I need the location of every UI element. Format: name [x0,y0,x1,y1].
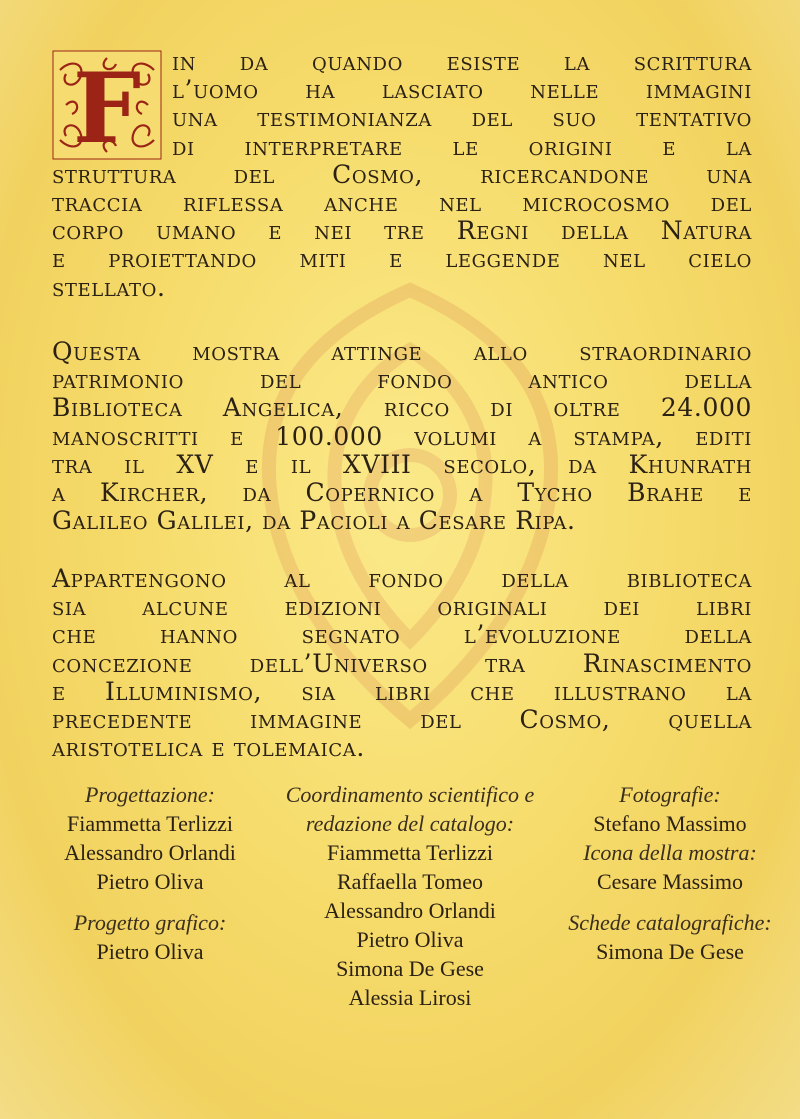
credit-role: Progetto grafico: [73,910,227,935]
paragraph-line: di interpretare le origini e la [172,131,752,161]
dropcap-letter: F [72,52,142,160]
credit-role: Icona della mostra: [583,840,757,865]
paragraph-line: una testimonianza del suo tentativo [172,103,752,133]
paragraph-library [52,565,752,762]
credit-name: Pietro Oliva [356,927,464,952]
paragraph-line: Appartengono al fondo della biblioteca [52,564,752,593]
credit-name: Alessandro Orlandi [64,840,236,865]
paragraph-exhibition [52,338,752,535]
paragraph-intro [52,48,752,302]
paragraph-line: corpo umano e nei tre Regni della Natura [52,216,752,246]
paragraph-line: in da quando esiste la scrittura [172,47,752,76]
paragraph-line: l’uomo ha lasciato nelle immagini [172,75,752,105]
paragraph-line: Questa mostra attinge allo straordinario [52,337,752,366]
paragraph-line: concezione dell’Universo tra Rinascimento [52,648,752,678]
paragraph-line: Biblioteca Angelica, ricco di oltre 24.000 [52,393,752,423]
credit-name: Simona De Gese [596,939,744,964]
credit-role: Progettazione: [85,782,215,807]
paragraph-line: patrimonio del fondo antico della [52,365,752,395]
credits-column-photography [550,780,790,966]
paragraph-line: che hanno segnato l’evoluzione della [52,620,752,650]
credit-name: Raffaella Tomeo [336,869,484,894]
paragraph-line: traccia riflessa anche nel microcosmo del [52,188,752,218]
credit-name: Fiammetta Terlizzi [66,811,234,836]
credit-spacer [30,896,270,908]
credit-name: Pietro Oliva [96,939,204,964]
paragraph-line: e proiettando miti e leggende nel cielo [52,244,752,274]
credit-name: Alessia Lirosi [348,985,472,1010]
credit-name: Alessandro Orlandi [324,898,496,923]
credit-role: Fotografie: [619,782,721,807]
paragraph-line: struttura del Cosmo, ricercandone una [52,159,752,189]
paragraph-line: e Illuminismo, sia libri che illustrano la [52,676,752,706]
credit-name: Pietro Oliva [96,869,204,894]
credits-column-coordination [262,780,558,1012]
credit-name: Stefano Massimo [593,811,747,836]
credit-role: Schede catalografiche: [568,910,772,935]
credit-name: Cesare Massimo [596,869,744,894]
paragraph-line: stellato. [52,272,166,302]
credit-role: Coordinamento scientifico e [285,782,535,807]
credit-name: Fiammetta Terlizzi [326,840,494,865]
credit-spacer [550,896,790,908]
paragraph-line: manoscritti e 100.000 volumi a stampa, editi [52,421,752,451]
paragraph-line: sia alcune edizioni originali dei libri [52,592,752,622]
credit-role: redazione del catalogo: [305,811,515,836]
credits-column-design [30,780,270,966]
paragraph-line: tra il XV e il XVIII secolo, da Khunrath [52,449,752,479]
paragraph-line: Galileo Galilei, da Pacioli a Cesare Ripa. [52,506,576,536]
credit-name: Simona De Gese [336,956,484,981]
paragraph-line: aristotelica e tolemaica. [52,733,365,763]
paragraph-line: a Kircher, da Copernico a Tycho Brahe e [52,478,752,508]
paragraph-line: precedente immagine del Cosmo, quella [52,705,752,735]
